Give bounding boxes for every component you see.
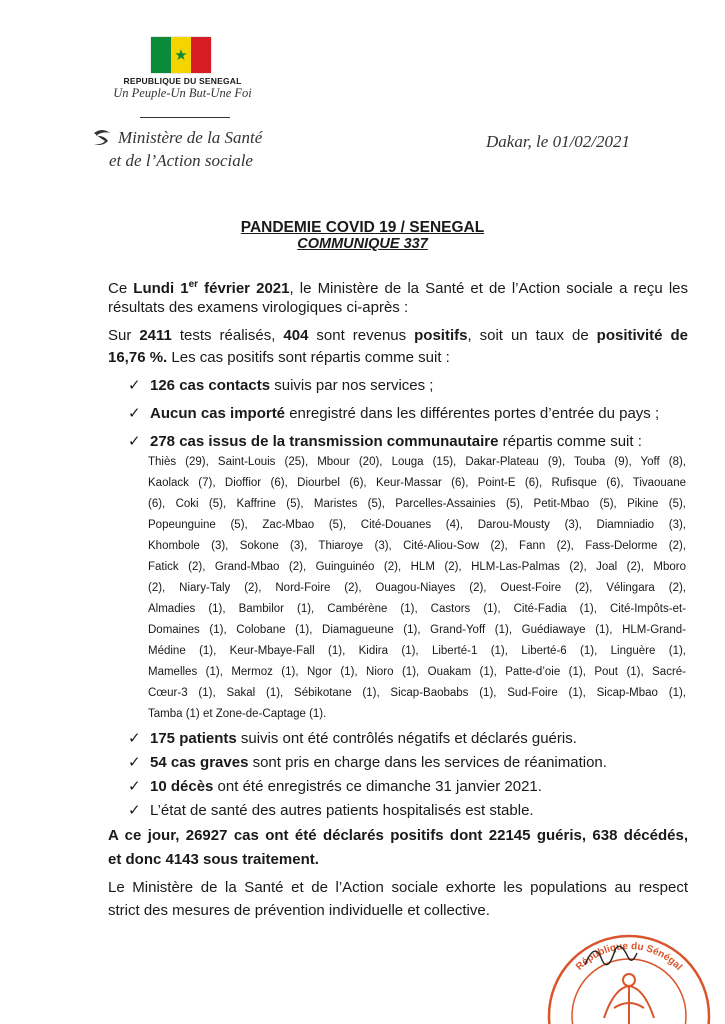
flag-green-band <box>151 37 171 73</box>
bullet-stable: L’état de santé des autres patients hospitalisés est stable. <box>150 802 534 819</box>
tests-count: 2411 <box>139 327 172 344</box>
ministry-name-line1: Ministère de la Santé <box>118 128 263 147</box>
intro-line-1: Ce Lundi 1er février 2021, le Ministère de la Santé et de l’Action sociale a reçu les <box>108 279 689 297</box>
intro-day: Lundi 1 <box>133 280 189 297</box>
summary-line-2: et donc 4143 sous traitement. <box>108 851 319 868</box>
check-icon: ✓ <box>128 802 141 819</box>
bullet-community: 278 cas issus de la transmission communautaire répartis comme suit : <box>150 433 642 450</box>
tests-line: Sur 2411 tests réalisés, 404 sont revenus positifs, soit un taux de positivité de <box>108 327 688 344</box>
bullet-severe: 54 cas graves sont pris en charge dans les services de réanimation. <box>150 754 607 771</box>
communique-number: COMMUNIQUE 337 <box>297 236 428 252</box>
locations-line: Cœur-3 (1), Sakal (1), Sébikotane (1), Sicap-Baobabs (1), Sud-Foire (1), Sicap-Mbao (1), <box>148 687 686 699</box>
ministry-name-line2: et de l’Action sociale <box>109 151 253 170</box>
check-icon: ✓ <box>128 754 141 771</box>
locations-line: (2), Niary-Taly (2), Nord-Foire (2), Ouagou-Niayes (2), Ouest-Foire (2), Vélingara (2), <box>148 582 686 594</box>
locations-line: Almadies (1), Bambilor (1), Cambérène (1), Castors (1), Cité-Fadia (1), Cité-Impôts-et- <box>148 603 686 615</box>
positivity-rate: 16,76 %. <box>108 349 168 366</box>
check-icon: ✓ <box>128 730 141 747</box>
locations-line: Kaolack (7), Dioffior (6), Diourbel (6), Keur-Massar (6), Point-E (6), Rufisque (6), Tivaouane <box>148 477 686 489</box>
summary-line-1: A ce jour, 26927 cas ont été déclarés positifs dont 22145 guéris, 638 décédés, <box>108 827 688 844</box>
country-name: REPUBLIQUE DU SENEGAL <box>123 76 242 86</box>
check-icon: ✓ <box>128 377 141 394</box>
rate-line: 16,76 %. Les cas positifs sont répartis comme suit : <box>108 349 450 366</box>
check-icon: ✓ <box>128 778 141 795</box>
national-motto: Un Peuple-Un But-Une Foi <box>113 86 252 100</box>
date-line: Dakar, le 01/02/2021 <box>486 132 631 151</box>
senegal-flag <box>151 37 211 73</box>
closing-line-2: strict des mesures de prévention individuelle et collective. <box>108 902 490 919</box>
locations-line: Fatick (2), Grand-Mbao (2), Guinguinéo (2), HLM (2), HLM-Las-Palmas (2), Joal (2), Mboro <box>148 561 686 573</box>
bullet-contacts: 126 cas contacts suivis par nos services ; <box>150 377 434 394</box>
intro-line-2: résultats des examens virologiques ci-après : <box>108 299 409 316</box>
header-divider <box>140 117 230 118</box>
flag-yellow-band <box>171 37 191 73</box>
flag-red-band <box>191 37 211 73</box>
locations-line: Mamelles (1), Mermoz (1), Ngor (1), Nioro (1), Ouakam (1), Patte-d’oie (1), Pout (1), Sacré- <box>148 666 686 678</box>
locations-line: Tamba (1) et Zone-de-Captage (1). <box>148 708 327 720</box>
bullet-deaths: 10 décès ont été enregistrés ce dimanche 31 janvier 2021. <box>150 778 542 795</box>
bullet-recovered: 175 patients suivis ont été contrôlés négatifs et déclarés guéris. <box>150 730 577 747</box>
bullet-imported: Aucun cas importé enregistré dans les différentes portes d’entrée du pays ; <box>150 405 660 422</box>
check-icon: ✓ <box>128 405 141 422</box>
check-icon: ✓ <box>128 433 141 450</box>
signature <box>580 935 640 975</box>
locations-line: Domaines (1), Colobane (1), Diamagueune (1), Grand-Yoff (1), Guédiawaye (1), HLM-Grand- <box>148 624 686 636</box>
stamp-text: République du Sénégal <box>574 940 685 973</box>
locations-line: Thiès (29), Saint-Louis (25), Mbour (20), Louga (15), Dakar-Plateau (9), Touba (9), Yoff (8), <box>148 456 686 468</box>
locations-line: Khombole (3), Sokone (3), Thiaroye (3), Cité-Aliou-Sow (2), Fann (2), Fass-Delorme (2), <box>148 540 686 552</box>
locations-line: Médine (1), Keur-Mbaye-Fall (1), Kidira (1), Liberté-1 (1), Liberté-6 (1), Linguère (1), <box>148 645 686 657</box>
closing-line-1: Le Ministère de la Santé et de l’Action sociale exhorte les populations au respect <box>108 879 688 896</box>
ministry-logo-icon <box>90 127 114 151</box>
locations-line: (6), Coki (5), Kaffrine (5), Maristes (5), Parcelles-Assainies (5), Petit-Mbao (5), Pikine (5), <box>148 498 686 510</box>
locations-line: Popeunguine (5), Zac-Mbao (5), Cité-Douanes (4), Darou-Mousty (3), Diamniadio (3), <box>148 519 686 531</box>
positive-count: 404 <box>283 327 309 344</box>
star-icon: ★ <box>174 46 188 64</box>
document-title: PANDEMIE COVID 19 / SENEGAL <box>240 219 485 236</box>
